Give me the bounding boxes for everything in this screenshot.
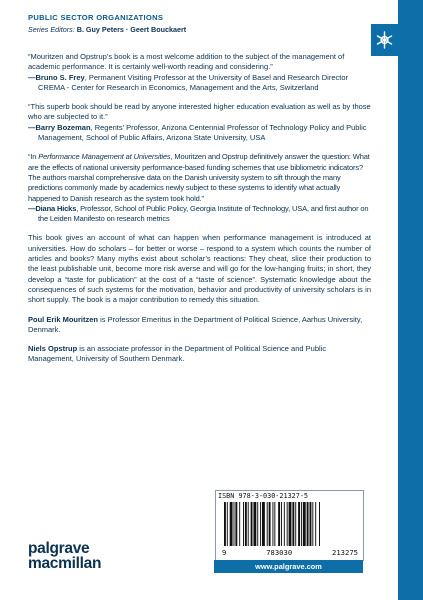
- quote-text: “This superb book should be read by anyone interested higher education evaluation as well as by those who are subjected to it.”: [28, 102, 371, 122]
- author-bio: [28, 315, 371, 336]
- spine-color-band: [398, 0, 423, 600]
- editors-label: Series Editors:: [28, 25, 75, 34]
- publisher-name-line2: macmillan: [28, 555, 102, 572]
- book-description: This book gives an account of what can happen when performance management is introduced at universities. How do scholars – for better or worse – respond to a system which counts the number of articles and books? Many myths exist about scholar’s reactions: They cheat, slice their production to the least publishable unit, become more risk averse and will go for the low-hanging fruits; in short, they develop a “taste for publication” at the cost of a “taste of science”. Systematic knowledge about the consequences of such systems for the motivation, behavior and productivity of university scholars is in short supply. The book is a major contribution to remedy this situation.: [28, 233, 371, 305]
- barcode-bar: [312, 502, 313, 546]
- author-name: Niels Opstrup: [28, 344, 78, 354]
- barcode-bar: [284, 502, 285, 546]
- quote-attribution: [28, 73, 371, 94]
- barcode-bar: [243, 502, 244, 546]
- endorsement-quote: [28, 102, 371, 143]
- quote-attribution: [28, 204, 371, 225]
- editors-names: B. Guy Peters · Geert Bouckaert: [76, 25, 187, 34]
- barcode-bar: [289, 502, 292, 546]
- author-bio-text: is Professor Emeritus in the Department of Political Science, Aarhus University, Denmark.: [28, 314, 363, 334]
- isbn-label: ISBN 978-3-030-21327-5: [218, 492, 309, 500]
- book-title-italic: Performance Management at Universities: [38, 152, 171, 162]
- barcode-bar: [281, 502, 282, 546]
- barcode-bar: [274, 502, 275, 546]
- barcode-bar: [301, 502, 302, 546]
- barcode-bar: [251, 502, 253, 546]
- barcode-bar: [278, 502, 280, 546]
- barcode-bar: [267, 502, 268, 546]
- barcode-bar: [248, 502, 249, 546]
- barcode-digit-first: 9: [222, 548, 227, 557]
- barcode-bar: [287, 502, 288, 546]
- author-bio-text: is an associate professor in the Department of Political Science and Public Management, University of Southern Denmark.: [28, 344, 327, 364]
- barcode-bar: [307, 502, 309, 546]
- barcode-bar: [298, 502, 300, 546]
- barcode-bar: [245, 502, 247, 546]
- quote-affiliation: , Professor, School of Public Policy, Georgia Institute of Technology, USA, and first author on the Leiden Manifesto on research metrics: [38, 203, 369, 224]
- barcode-digits: [222, 548, 358, 557]
- barcode-bar: [253, 502, 256, 546]
- barcode-bar: [310, 502, 312, 546]
- author-name: Poul Erik Mouritzen: [28, 314, 99, 324]
- barcode-bar: [235, 502, 237, 546]
- series-logo-icon: [371, 24, 398, 56]
- quote-attribution: [28, 123, 371, 144]
- quote-affiliation: , Permanent Visiting Professor at the University of Basel and Research Director CREMA - Center for Research in Economics, Management and the Arts, Switzerland: [38, 72, 349, 92]
- barcode-bar: [239, 502, 240, 546]
- publisher-name-line1: palgrave: [28, 540, 90, 557]
- series-editors: [28, 25, 368, 34]
- barcode-bar: [292, 502, 294, 546]
- barcode-bar: [230, 502, 233, 546]
- barcode-bar: [262, 502, 265, 546]
- barcode-digit-group-left: 783030: [266, 548, 293, 557]
- publisher-logo: [28, 541, 108, 571]
- barcode-bar: [227, 502, 228, 546]
- series-title: PUBLIC SECTOR ORGANIZATIONS: [28, 13, 164, 22]
- endorsement-quote: [28, 152, 371, 224]
- barcode-bar: [315, 502, 316, 546]
- barcode-bar: [224, 502, 226, 546]
- quote-text-start: “In: [28, 152, 39, 162]
- barcode-bar: [295, 502, 296, 546]
- cover-text: [28, 52, 371, 374]
- quote-text: [28, 152, 371, 203]
- barcode-bar: [269, 502, 271, 546]
- endorsement-quote: [28, 52, 371, 93]
- quote-text-rest: , Mouritzen and Opstrup definitively answer the question: What are the effects of national university performance-based funding schemes that use bibliometric indicators? The authors marshal comprehensive data on the Danish university system to sift through the many predictions commonly made by academics newly subject to these systems to identify what actually happened to Danish research as the system took hold.”: [28, 152, 370, 203]
- barcode-bar: [303, 502, 306, 546]
- barcode-bar: [272, 502, 273, 546]
- barcode-bar: [257, 502, 258, 546]
- quote-author: —Diana Hicks: [28, 203, 77, 213]
- barcode-digit-group-right: 213275: [332, 548, 358, 557]
- barcode-bar: [234, 502, 235, 546]
- barcode-bar: [260, 502, 261, 546]
- barcode-icon: [222, 502, 358, 548]
- quote-text: “Mouritzen and Opstrup’s book is a most welcome addition to the subject of the management of academic performance. It is certainly well-worth reading and considering.”: [28, 52, 345, 72]
- quote-affiliation: , Regents’ Professor, Arizona Centennial Professor of Technology Policy and Public Management, School of Public Affairs, Arizona State University, USA: [38, 122, 367, 143]
- quote-author: —Barry Bozeman: [28, 122, 91, 132]
- quote-author: —Bruno S. Frey: [28, 72, 85, 82]
- publisher-url-link[interactable]: www.palgrave.com: [214, 560, 363, 573]
- barcode-bar: [319, 502, 320, 546]
- author-bio: [28, 344, 371, 365]
